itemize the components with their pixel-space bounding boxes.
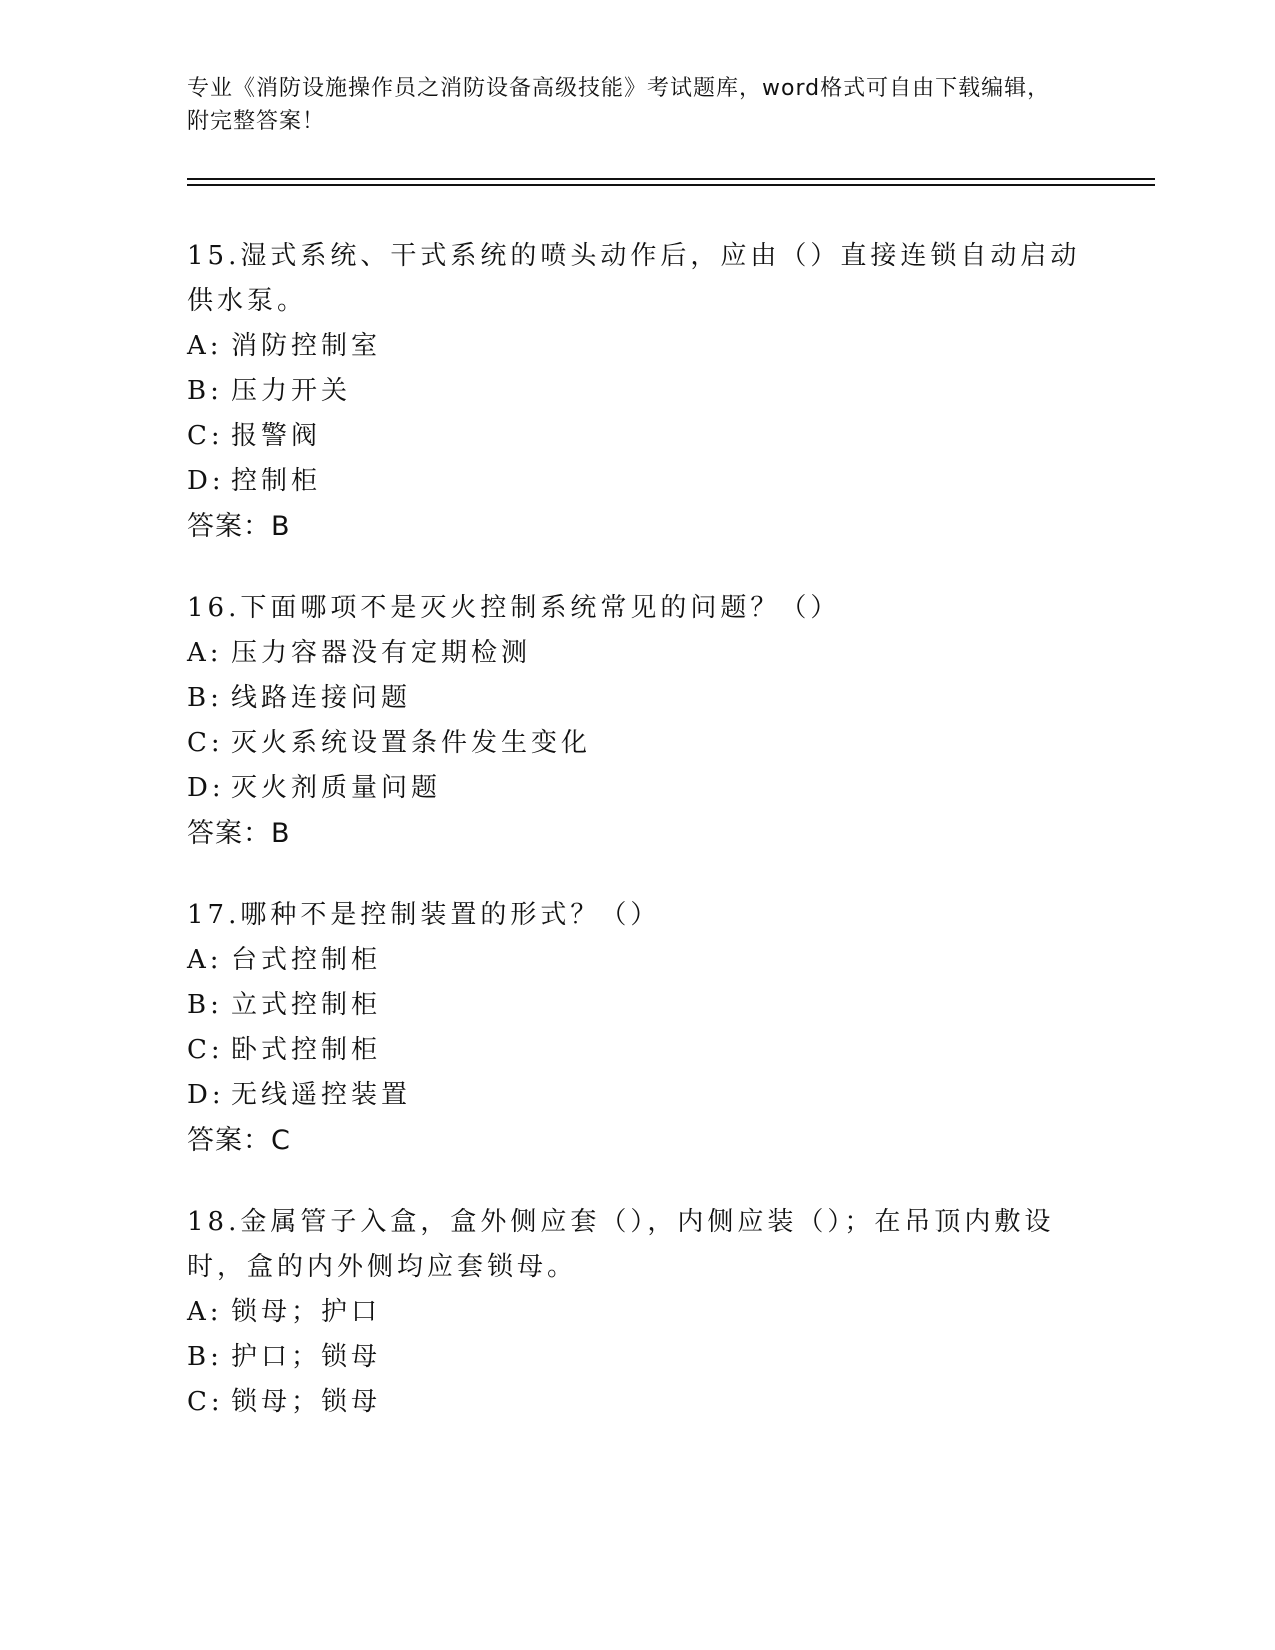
option-key: D: bbox=[187, 466, 225, 496]
option-c bbox=[187, 721, 1087, 766]
option-d bbox=[187, 766, 1087, 811]
option-key: B: bbox=[187, 376, 223, 406]
option-key: C: bbox=[187, 1035, 224, 1065]
question-15 bbox=[187, 234, 1087, 550]
option-a bbox=[187, 938, 1087, 983]
option-key: A: bbox=[187, 945, 223, 975]
answer-line: 答案：B bbox=[187, 818, 291, 849]
document-intro: 专业《消防设施操作员之消防设备高级技能》考试题库，word格式可自由下载编辑，附完整答案！ bbox=[187, 76, 1051, 134]
option-text: 锁母；护口 bbox=[231, 1297, 382, 1327]
answer-line: 答案：B bbox=[187, 511, 291, 542]
header-divider-bottom bbox=[187, 184, 1155, 186]
option-text: 无线遥控装置 bbox=[231, 1080, 412, 1110]
option-text: 线路连接问题 bbox=[231, 683, 412, 713]
option-b bbox=[187, 983, 1087, 1028]
answer-line: 答案：C bbox=[187, 1125, 291, 1156]
option-b bbox=[187, 369, 1087, 414]
option-key: C: bbox=[187, 1387, 224, 1417]
option-a bbox=[187, 1290, 1087, 1335]
question-16 bbox=[187, 586, 1087, 857]
option-text: 灭火系统设置条件发生变化 bbox=[231, 728, 592, 758]
option-key: C: bbox=[187, 728, 224, 758]
question-18 bbox=[187, 1200, 1087, 1425]
question-stem: 16.下面哪项不是灭火控制系统常见的问题？（） bbox=[187, 593, 841, 623]
option-key: D: bbox=[187, 1080, 225, 1110]
option-key: A: bbox=[187, 638, 223, 668]
option-text: 护口；锁母 bbox=[231, 1342, 382, 1372]
header-divider-top bbox=[187, 178, 1155, 180]
option-c bbox=[187, 414, 1087, 459]
option-text: 台式控制柜 bbox=[231, 945, 382, 975]
option-text: 灭火剂质量问题 bbox=[231, 773, 442, 803]
option-text: 锁母；锁母 bbox=[231, 1387, 382, 1417]
option-key: A: bbox=[187, 1297, 223, 1327]
option-b bbox=[187, 676, 1087, 721]
option-text: 报警阀 bbox=[231, 421, 322, 451]
option-text: 压力开关 bbox=[231, 376, 352, 406]
option-key: B: bbox=[187, 683, 223, 713]
option-key: B: bbox=[187, 990, 223, 1020]
option-b bbox=[187, 1335, 1087, 1380]
option-key: C: bbox=[187, 421, 224, 451]
question-17 bbox=[187, 893, 1087, 1164]
question-stem: 17.哪种不是控制装置的形式？（） bbox=[187, 900, 661, 930]
option-a bbox=[187, 631, 1087, 676]
option-text: 立式控制柜 bbox=[231, 990, 382, 1020]
option-text: 消防控制室 bbox=[231, 331, 382, 361]
option-a bbox=[187, 324, 1087, 369]
option-c bbox=[187, 1380, 1087, 1425]
option-d bbox=[187, 459, 1087, 504]
option-d bbox=[187, 1073, 1087, 1118]
option-key: D: bbox=[187, 773, 225, 803]
question-stem: 15.湿式系统、干式系统的喷头动作后，应由（）直接连锁自动启动供水泵。 bbox=[187, 241, 1081, 316]
question-list bbox=[187, 234, 1087, 1461]
option-key: B: bbox=[187, 1342, 223, 1372]
option-text: 控制柜 bbox=[231, 466, 322, 496]
option-text: 压力容器没有定期检测 bbox=[231, 638, 532, 668]
option-text: 卧式控制柜 bbox=[231, 1035, 382, 1065]
option-key: A: bbox=[187, 331, 223, 361]
question-stem: 18.金属管子入盒，盒外侧应套（），内侧应装（）；在吊顶内敷设时，盒的内外侧均应套锁母。 bbox=[187, 1207, 1055, 1282]
option-c bbox=[187, 1028, 1087, 1073]
